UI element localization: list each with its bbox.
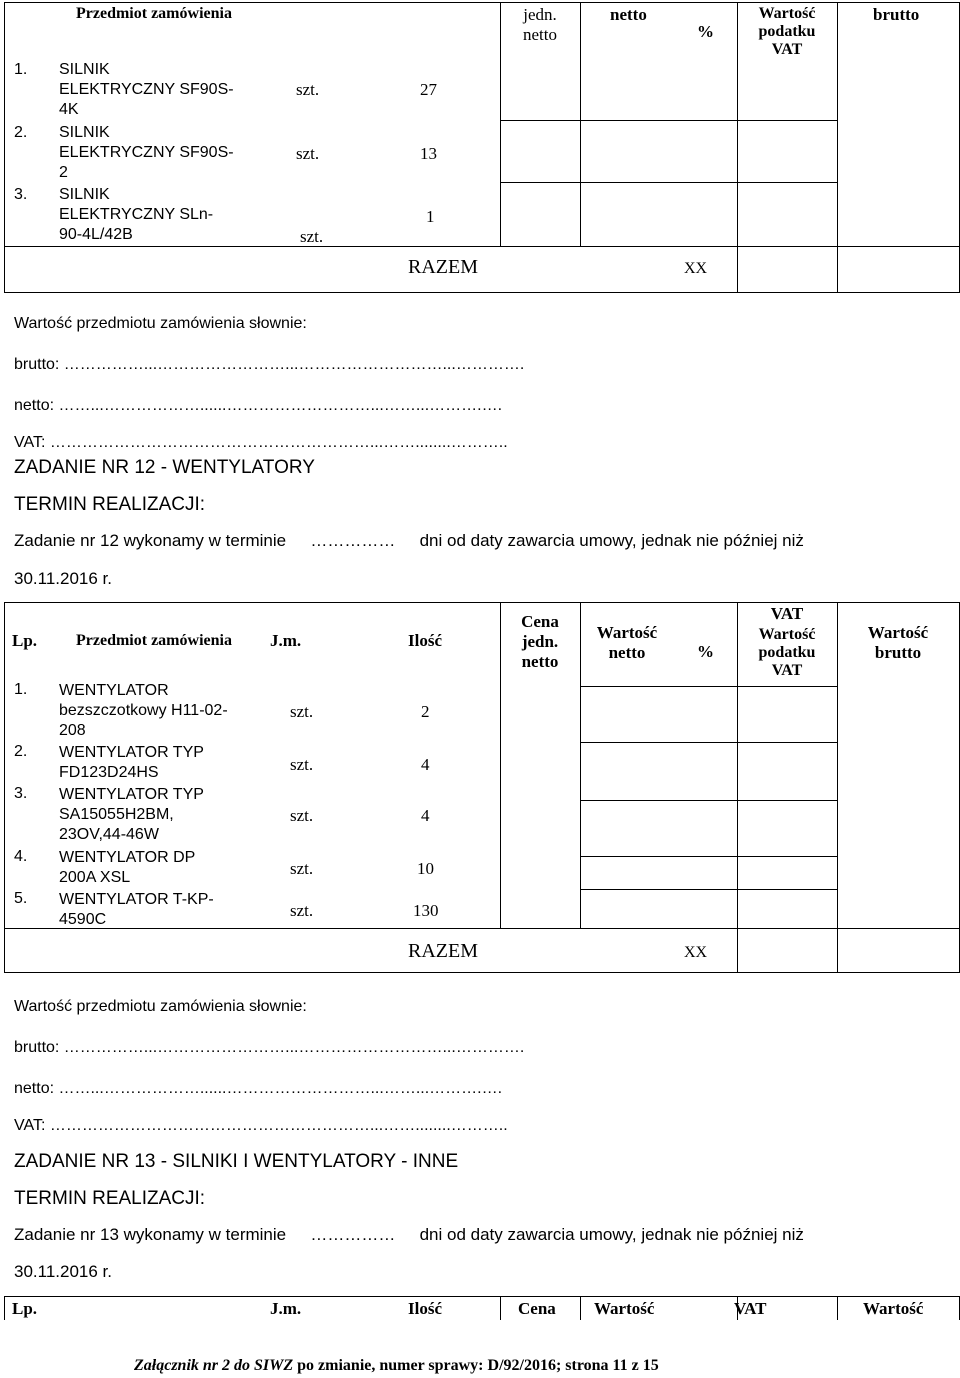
header-vat: Wartość podatku VAT: [758, 626, 816, 679]
term-line: Zadanie nr 12 wykonamy w terminie …………… dni od daty zawarcia umowy, jednak nie później niż: [14, 531, 804, 550]
header-vat-top: VAT: [770, 604, 804, 623]
header-pct: %: [697, 642, 714, 661]
summary-netto: netto: ……...………………......………………………...……...……….….: [14, 1080, 503, 1097]
header-unit-price: jedn. netto: [523, 5, 557, 44]
task-heading: ZADANIE NR 12 - WENTYLATORY: [14, 457, 315, 478]
header-net: Wartość: [594, 1299, 655, 1318]
term-heading: TERMIN REALIZACJI:: [14, 1188, 206, 1209]
term-line: Zadanie nr 13 wykonamy w terminie …………… dni od daty zawarcia umowy, jednak nie później niż: [14, 1225, 804, 1244]
summary-netto: netto: ……...………………......………………………...……...……….….: [14, 397, 503, 414]
header-gross: brutto: [873, 5, 920, 24]
header-vat: VAT: [734, 1299, 767, 1318]
header-lp: Lp.: [12, 631, 38, 650]
page-footer: Załącznik nr 2 do SIWZ po zmianie, numer sprawy: D/92/2016; strona 11 z 15: [134, 1357, 659, 1374]
summary-brutto: brutto: ……………...……………………...………………………...………….: [14, 1039, 525, 1056]
total-label: RAZEM: [408, 940, 478, 962]
header-item: Przedmiot zamówienia: [76, 632, 232, 649]
total-xx: XX: [684, 944, 708, 961]
header-vat: Wartość podatku VAT: [758, 5, 816, 58]
total-label: RAZEM: [408, 256, 478, 278]
header-item: Przedmiot zamówienia: [76, 5, 232, 22]
header-qty: Ilość: [408, 631, 442, 650]
header-price: Cena: [518, 1299, 556, 1318]
summary-label: Wartość przedmiotu zamówienia słownie:: [14, 315, 307, 332]
total-xx: XX: [684, 260, 708, 277]
task-heading: ZADANIE NR 13 - SILNIKI I WENTYLATORY - INNE: [14, 1151, 459, 1172]
header-qty: Ilość: [408, 1299, 442, 1318]
summary-label: Wartość przedmiotu zamówienia słownie:: [14, 998, 307, 1015]
header-net: netto: [610, 5, 647, 24]
header-pct: %: [697, 22, 714, 41]
summary-brutto: brutto: ……………...……………………...………………………...………….: [14, 356, 525, 373]
header-gross: Wartość: [863, 1299, 924, 1318]
term-heading: TERMIN REALIZACJI:: [14, 494, 206, 515]
term-date: 30.11.2016 r.: [14, 569, 112, 588]
summary-vat: VAT: ……………………………………………………...……........………..: [14, 1117, 508, 1134]
summary-vat: VAT: ……………………………………………………...……........………..: [14, 434, 508, 451]
header-net: Wartość netto: [596, 623, 658, 662]
header-gross: Wartość brutto: [867, 623, 929, 662]
page: Przedmiot zamówienia jedn. netto netto % Wartość podatku VAT brutto 1. SILNIK ELEKTRYCZNY SF90S- 4K szt. 27 2. SILNIK ELEKTRYCZNY SF90S- 2 szt. 13 3. SILNIK ELEKTRYCZNY SLn- 90-4L/42B 1 szt. RAZEM XX Wartość przedmiotu zamówienia słownie: brutto: ……………...……………………...………………………...…………. netto: ……...………………......………………………...……...……….…. VAT: ……………………………………………………...……........……….. ZADANIE NR 12 - WENTYLATORY TERMIN REALIZACJI: Zadanie nr 12 wykonamy w terminie …………… dni od daty zawarcia umowy, jednak nie później niż 30.11.2016 r. Lp. Przedmiot zamówienia J.m. Ilość Cena jedn. netto Wartość netto % VAT Wartość podatku VAT Wartość brutto 1. WENTYLATOR bezszczotkowy H11-02- 208 szt. 2 2. WENTYLATOR TYP FD123D24HS szt. 4 3. WENTYLATOR TYP SA15055H2BM, 23OV,44-46W szt. 4 4. WENTYLATOR DP 200A XSL szt. 10 5. WENTYLATOR T-KP- 4590C szt. 130 RAZEM XX Wartość przedmiotu zamówienia słownie: brutto: ……………...……………………...………………………...…………. netto: ……...………………......………………………...……...……….…. VAT: ……………………………………………………...……........……….. ZADANIE NR 13 - SILNIKI I WENTYLATORY - INNE TERMIN REALIZACJI: Zadanie nr 13 wykonamy w terminie …………… dni od daty zawarcia umowy, jednak nie później niż 30.11.2016 r. Lp. J.m. Ilość Cena Wartość VAT Wartość Załącznik nr 2 do SIWZ po zmianie, numer sprawy: D/92/2016; strona 11 z 15: [0, 0, 960, 1378]
header-price: Cena jedn. netto: [521, 612, 559, 671]
header-jm: J.m.: [270, 1299, 302, 1318]
header-jm: J.m.: [270, 631, 302, 650]
header-lp: Lp.: [12, 1299, 38, 1318]
term-date: 30.11.2016 r.: [14, 1262, 112, 1281]
